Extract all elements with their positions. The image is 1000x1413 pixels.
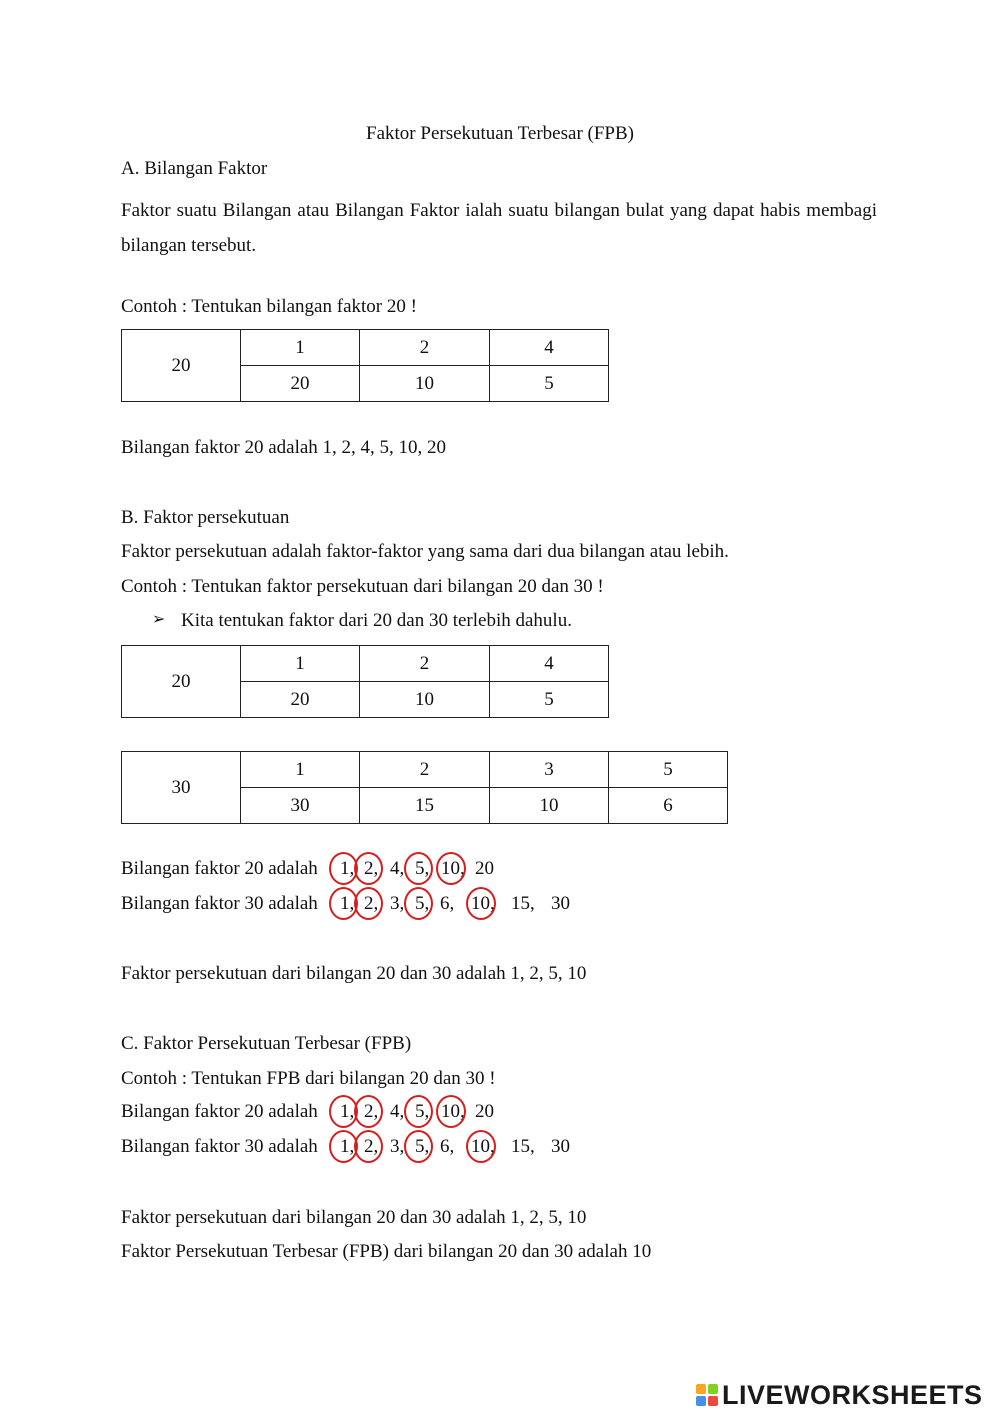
factor-value: 5, xyxy=(415,858,430,879)
factor-value: 1, xyxy=(340,893,355,914)
factor-cell: 1 xyxy=(241,646,360,682)
factors-label: Bilangan faktor 20 adalah xyxy=(121,858,318,879)
factor-value: 10, xyxy=(471,893,495,914)
highlight-circle xyxy=(354,1130,383,1163)
factor-value: 2, xyxy=(364,1136,379,1157)
logo-square xyxy=(696,1396,706,1406)
factor-cell: 3 xyxy=(490,752,609,788)
highlight-circle xyxy=(404,852,433,885)
section-a-heading: A. Bilangan Faktor xyxy=(121,158,268,179)
factor-value: 3, xyxy=(390,1136,405,1157)
factor-table-number: 20 xyxy=(122,646,241,718)
highlight-circle xyxy=(466,1130,496,1163)
factor-value: 1, xyxy=(340,1136,355,1157)
factor-value: 10, xyxy=(441,1101,465,1122)
section-b-common: Faktor persekutuan dari bilangan 20 dan 30 adalah 1, 2, 5, 10 xyxy=(121,963,587,984)
factor-value: 15, xyxy=(511,893,535,914)
factor-value: 30 xyxy=(551,1136,570,1157)
section-b-heading: B. Faktor persekutuan xyxy=(121,507,290,528)
factor-cell: 10 xyxy=(490,788,609,824)
factor-value: 1, xyxy=(340,858,355,879)
factor-cell: 20 xyxy=(241,366,360,402)
factor-cell: 2 xyxy=(360,646,490,682)
factor-value: 20 xyxy=(475,858,494,879)
factor-cell: 5 xyxy=(490,682,609,718)
factor-cell: 30 xyxy=(241,788,360,824)
liveworksheets-logo-icon xyxy=(696,1384,718,1406)
section-b-example: Contoh : Tentukan faktor persekutuan dari bilangan 20 dan 30 ! xyxy=(121,576,604,597)
factor-value: 4, xyxy=(390,858,405,879)
logo-square xyxy=(708,1396,718,1406)
section-a-definition: Faktor suatu Bilangan atau Bilangan Faktor ialah suatu bilangan bulat yang dapat habis membagi bilangan tersebut. xyxy=(121,200,877,256)
section-b-definition: Faktor persekutuan adalah faktor-faktor yang sama dari dua bilangan atau lebih. xyxy=(121,541,729,562)
factor-value: 30 xyxy=(551,893,570,914)
highlight-circle xyxy=(354,1095,383,1128)
factor-table-20-b xyxy=(121,645,609,718)
highlight-circle xyxy=(436,1095,466,1128)
factor-value: 20 xyxy=(475,1101,494,1122)
factor-value: 5, xyxy=(415,1101,430,1122)
logo-square xyxy=(696,1384,706,1394)
factor-table-20 xyxy=(121,329,609,402)
factor-cell: 6 xyxy=(609,788,728,824)
highlight-circle xyxy=(404,1095,433,1128)
arrow-bullet-icon: ➢ xyxy=(152,611,166,628)
factor-value: 2, xyxy=(364,1101,379,1122)
factor-cell: 4 xyxy=(490,330,609,366)
factor-value: 10, xyxy=(441,858,465,879)
section-a-example: Contoh : Tentukan bilangan faktor 20 ! xyxy=(121,296,417,317)
factor-cell: 5 xyxy=(490,366,609,402)
factor-cell: 15 xyxy=(360,788,490,824)
factor-table-30 xyxy=(121,751,728,824)
liveworksheets-logo xyxy=(696,1378,983,1412)
section-c-heading: C. Faktor Persekutuan Terbesar (FPB) xyxy=(121,1033,412,1054)
liveworksheets-logo-text: LIVEWORKSHEETS xyxy=(722,1379,983,1410)
factor-cell: 2 xyxy=(360,330,490,366)
factor-cell: 2 xyxy=(360,752,490,788)
section-c-fpb: Faktor Persekutuan Terbesar (FPB) dari bilangan 20 dan 30 adalah 10 xyxy=(121,1241,652,1262)
factor-value: 2, xyxy=(364,858,379,879)
factor-cell: 10 xyxy=(360,366,490,402)
factor-value: 1, xyxy=(340,1101,355,1122)
factors-label: Bilangan faktor 30 adalah xyxy=(121,1136,318,1157)
factor-value: 5, xyxy=(415,1136,430,1157)
highlight-circle xyxy=(404,887,433,920)
highlight-circle xyxy=(404,1130,433,1163)
factor-cell: 5 xyxy=(609,752,728,788)
factor-value: 4, xyxy=(390,1101,405,1122)
section-c-common: Faktor persekutuan dari bilangan 20 dan 30 adalah 1, 2, 5, 10 xyxy=(121,1207,587,1228)
factor-value: 5, xyxy=(415,893,430,914)
factor-cell: 1 xyxy=(241,752,360,788)
highlight-circle xyxy=(354,852,383,885)
highlight-circle xyxy=(466,887,496,920)
factor-cell: 20 xyxy=(241,682,360,718)
factor-cell: 4 xyxy=(490,646,609,682)
section-c-example: Contoh : Tentukan FPB dari bilangan 20 dan 30 ! xyxy=(121,1068,496,1089)
logo-square xyxy=(708,1384,718,1394)
factor-table-number: 20 xyxy=(122,330,241,402)
factor-value: 15, xyxy=(511,1136,535,1157)
factor-value: 10, xyxy=(471,1136,495,1157)
factors-label: Bilangan faktor 20 adalah xyxy=(121,1101,318,1122)
factor-table-number: 30 xyxy=(122,752,241,824)
factor-cell: 1 xyxy=(241,330,360,366)
factor-cell: 10 xyxy=(360,682,490,718)
factor-value: 6, xyxy=(440,893,455,914)
factor-value: 2, xyxy=(364,893,379,914)
page-title: Faktor Persekutuan Terbesar (FPB) xyxy=(366,123,634,144)
highlight-circle xyxy=(354,887,383,920)
factors-label: Bilangan faktor 30 adalah xyxy=(121,893,318,914)
section-a-result: Bilangan faktor 20 adalah 1, 2, 4, 5, 10, 20 xyxy=(121,437,447,458)
section-b-bullet-text: Kita tentukan faktor dari 20 dan 30 terlebih dahulu. xyxy=(181,610,572,631)
factor-value: 3, xyxy=(390,893,405,914)
highlight-circle xyxy=(436,852,466,885)
factor-value: 6, xyxy=(440,1136,455,1157)
